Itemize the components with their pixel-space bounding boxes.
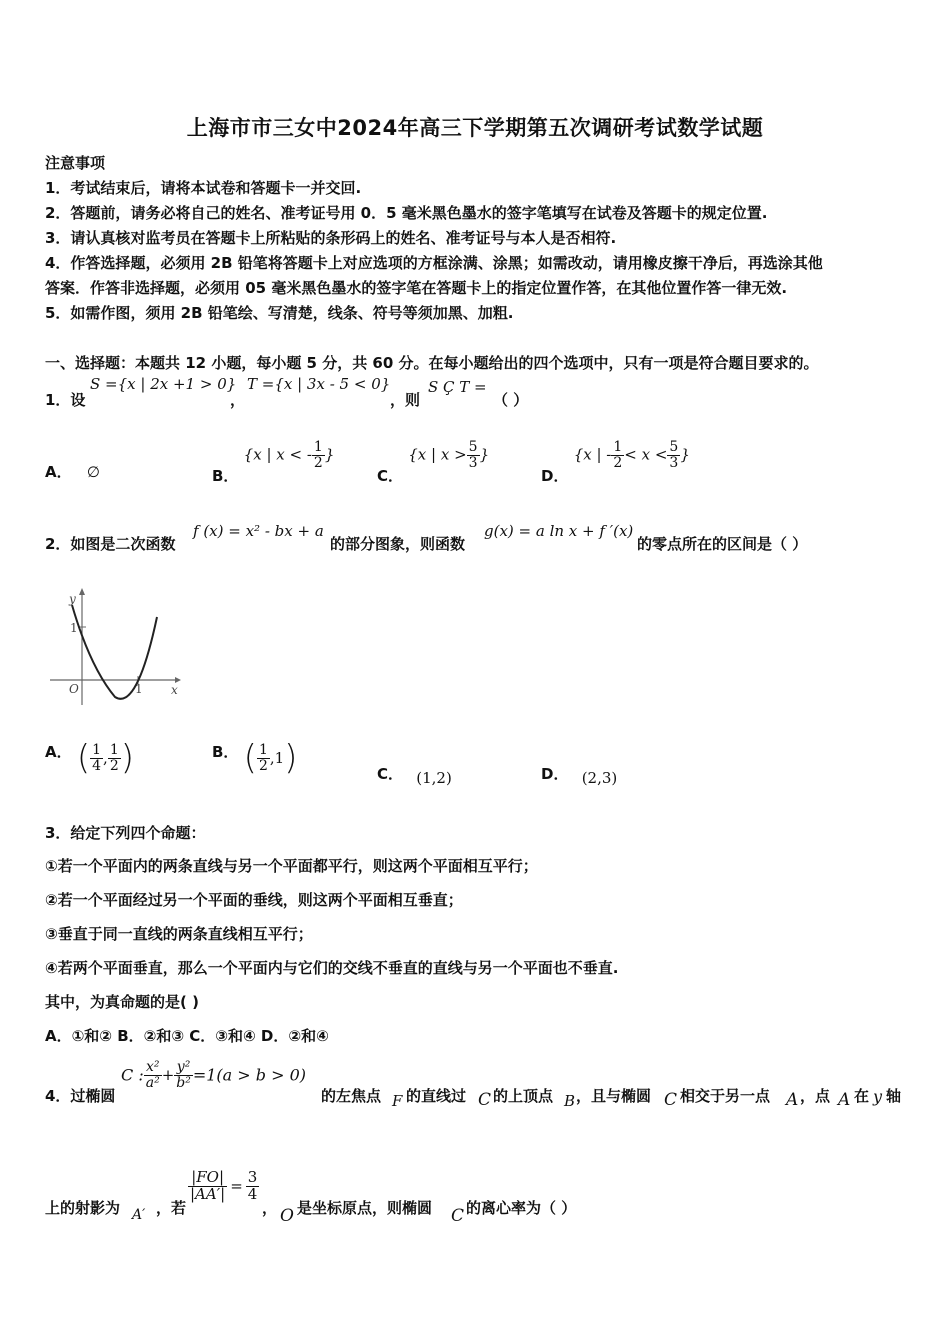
option-label: A． xyxy=(45,742,72,761)
q4-text-6: ，点 xyxy=(800,1087,831,1105)
denominator: b² xyxy=(176,1074,191,1091)
denominator: 2 xyxy=(313,454,323,471)
option-label: B． xyxy=(212,742,239,761)
option-label: D． xyxy=(541,466,569,485)
q4-line2-b: ，若 xyxy=(156,1199,187,1217)
y-axis-label: y xyxy=(69,592,76,606)
option-fraction xyxy=(257,743,270,773)
q2-prefix: 2．如图是二次函数 xyxy=(45,535,176,553)
numerator: 1 xyxy=(258,741,268,758)
numerator: 1 xyxy=(313,439,323,455)
q3-prefix: 3．给定下列四个命题： xyxy=(45,824,206,842)
q4-line2-e: 的离心率为（ ） xyxy=(466,1199,577,1217)
value-fraction xyxy=(246,1170,260,1203)
q4-text-7: 在 xyxy=(854,1087,870,1105)
q2-option-a: A． ( $\frac{1}{4}$ , $\frac{1}{2}$ ) xyxy=(45,738,134,778)
q4-f: F xyxy=(392,1092,403,1110)
q4-text-3: 的上顶点 xyxy=(493,1087,554,1105)
notice-item-3: 3．请认真核对监考员在答题卡上所粘贴的条形码上的姓名、准考证号与本人是否相符. xyxy=(45,229,617,247)
q4-line2-a: 上的射影为 xyxy=(45,1199,121,1217)
section-heading: 一、选择题：本题共 12 小题，每小题 5 分，共 60 分。在每小题给出的四个选项中，只有一项是符合题目要求的。 xyxy=(45,354,819,372)
numerator: 1 xyxy=(92,741,102,758)
q2-option-d xyxy=(541,763,618,787)
option-label: D． xyxy=(541,765,569,783)
numerator: 3 xyxy=(247,1168,258,1186)
equation-rest: =1(a > b > 0) xyxy=(192,1065,307,1085)
notice-item-1: 1．考试结束后，请将本试卷和答题卡一并交回. xyxy=(45,179,362,197)
q4-c-3: C xyxy=(451,1206,465,1226)
q2-option-c xyxy=(377,763,452,787)
option-tail: } xyxy=(324,445,335,464)
denominator: 2 xyxy=(109,757,119,774)
x-fraction xyxy=(144,1060,162,1090)
q3-prop-3: ③垂直于同一直线的两条直线相互平行； xyxy=(45,925,313,943)
q2-gx: g(x) = a ln x + f ′(x) xyxy=(484,522,634,540)
q2-tail: 的零点所在的区间是（ ） xyxy=(637,535,808,553)
q1-option-c xyxy=(377,439,490,485)
q4-text-2: 的直线过 xyxy=(406,1087,467,1105)
q4-a-1: A xyxy=(786,1090,799,1110)
q1-prefix: 1．设 xyxy=(45,391,86,409)
notice-item-5: 5．如需作图，须用 2B 铅笔绘、写清楚，线条、符号等须加黑、加粗. xyxy=(45,304,514,322)
q1-set-t: T ={x | 3x - 5 < 0} xyxy=(247,375,391,393)
denominator: 2 xyxy=(613,454,623,471)
numerator: x² xyxy=(144,1060,162,1076)
q4-a-prime: A′ xyxy=(132,1207,146,1223)
x-tick-label: 1 xyxy=(135,682,143,696)
option-tail: } xyxy=(680,445,690,464)
notice-heading: 注意事项 xyxy=(45,154,106,172)
x-axis-label: x xyxy=(171,683,178,697)
q3-ask: 其中，为真命题的是( ) xyxy=(45,993,199,1011)
equals: = xyxy=(230,1177,243,1196)
option-fraction-2 xyxy=(667,440,680,470)
notice-item-2: 2．答题前，请务必将自己的姓名、准考证号用 0．5 毫米黑色墨水的签字笔填写在试卷及答题卡的规定位置. xyxy=(45,204,768,222)
numerator: 1 xyxy=(109,741,119,758)
denominator: 2 xyxy=(258,757,268,774)
q4-text-8: 轴 xyxy=(886,1087,902,1105)
q3-prop-2: ②若一个平面经过另一个平面的垂线，则这两个平面相互垂直； xyxy=(45,891,463,909)
q4-ellipse-equation: C : $\frac{\text{x²}}{\text{a²}}$ + $\frac{\text{y²}}{\text{b²}}$ =1(a > b > 0) xyxy=(121,1059,307,1091)
q4-a-2: A xyxy=(838,1090,851,1110)
option-fraction xyxy=(312,440,325,470)
notice-item-4: 4．作答选择题，必须用 2B 铅笔将答题卡上对应选项的方框涂满、涂黑；如需改动，请用橡皮擦干净后，再选涂其他 xyxy=(45,254,823,272)
origin-label: O xyxy=(69,682,79,696)
option-lead: {x | x < - xyxy=(243,445,312,464)
q2-parabola-graph xyxy=(45,585,185,710)
option-label: A． xyxy=(45,463,72,481)
q3-prop-4: ④若两个平面垂直，那么一个平面内与它们的交线不垂直的直线与另一个平面也不垂直. xyxy=(45,959,619,977)
denominator: |AA′| xyxy=(190,1184,226,1203)
notice-item-4-cont: 答案．作答非选择题，必须用 05 毫米黑色墨水的签字笔在答题卡上的指定位置作答，在其他位置作答一律无效. xyxy=(45,279,788,297)
option-label: C． xyxy=(377,466,404,485)
q4-text-4: ，且与椭圆 xyxy=(576,1087,652,1105)
numerator: 1 xyxy=(613,439,623,455)
denominator: 4 xyxy=(247,1184,258,1203)
page-title: 上海市市三女中2024年高三下学期第五次调研考试数学试题 xyxy=(186,116,764,140)
option-value: (1,2) xyxy=(416,769,452,787)
numerator: |FO| xyxy=(188,1170,227,1187)
denominator: 3 xyxy=(468,454,478,471)
q1-paren: （ ） xyxy=(493,391,529,409)
q2-mid: 的部分图象，则函数 xyxy=(330,535,466,553)
q1-set-s: S ={x | 2x +1 > 0} xyxy=(90,375,237,393)
y-tick-label: 1 xyxy=(70,621,78,635)
q4-c-2: C xyxy=(664,1090,678,1110)
y-fraction xyxy=(174,1060,193,1090)
numerator: 5 xyxy=(669,439,679,455)
y-axis-arrow xyxy=(79,588,85,595)
option-value: ∅ xyxy=(86,463,100,481)
q1-option-d xyxy=(541,439,690,485)
q4-ratio xyxy=(188,1170,259,1203)
q4-c-1: C xyxy=(478,1090,492,1110)
q4-line2-c: ， xyxy=(262,1199,278,1217)
q2-option-b: B． ( $\frac{1}{2}$ ,1) xyxy=(212,738,298,778)
q4-b: B xyxy=(564,1092,576,1110)
q1-option-a xyxy=(45,461,100,482)
q4-text-1: 的左焦点 xyxy=(321,1087,382,1105)
option-lead: {x | x > xyxy=(408,445,467,464)
option-fraction xyxy=(467,440,480,470)
q3-options: A．①和② B．②和③ C．③和④ D．②和④ xyxy=(45,1027,329,1045)
option-tail: } xyxy=(479,445,490,464)
parabola-curve xyxy=(72,605,157,699)
q3-prop-1: ①若一个平面内的两条直线与另一个平面都平行，则这两个平面相互平行； xyxy=(45,857,538,875)
q4-o: O xyxy=(280,1206,294,1226)
ratio-fraction xyxy=(188,1170,227,1203)
option-lead: {x | - xyxy=(573,445,612,464)
q1-comma: ， xyxy=(230,391,246,409)
option-label: C． xyxy=(377,765,404,783)
option-label: B． xyxy=(212,466,239,485)
denominator: a² xyxy=(145,1074,160,1091)
ellipse-name: C : xyxy=(121,1065,144,1085)
q4-y: y xyxy=(873,1087,883,1106)
option-fraction xyxy=(611,440,624,470)
q1-expr: S Ç T = xyxy=(428,378,487,396)
q4-line2-d: 是坐标原点，则椭圆 xyxy=(297,1199,433,1217)
denominator: 4 xyxy=(92,757,102,774)
numerator: y² xyxy=(174,1060,193,1076)
numerator: 5 xyxy=(468,439,478,455)
option-fraction-2 xyxy=(108,743,121,773)
q4-text-5: 相交于另一点 xyxy=(680,1087,771,1105)
option-mid: < x < xyxy=(624,445,668,464)
denominator: 3 xyxy=(669,454,679,471)
q2-fx: f (x) = x² - bx + a xyxy=(193,522,324,540)
option-fraction-1 xyxy=(90,743,103,773)
q1-option-b xyxy=(212,439,335,485)
option-value: (2,3) xyxy=(581,769,618,787)
option-rest: ,1 xyxy=(269,749,285,767)
q1-then: ，则 xyxy=(390,391,421,409)
q4-prefix: 4．过椭圆 xyxy=(45,1087,116,1105)
